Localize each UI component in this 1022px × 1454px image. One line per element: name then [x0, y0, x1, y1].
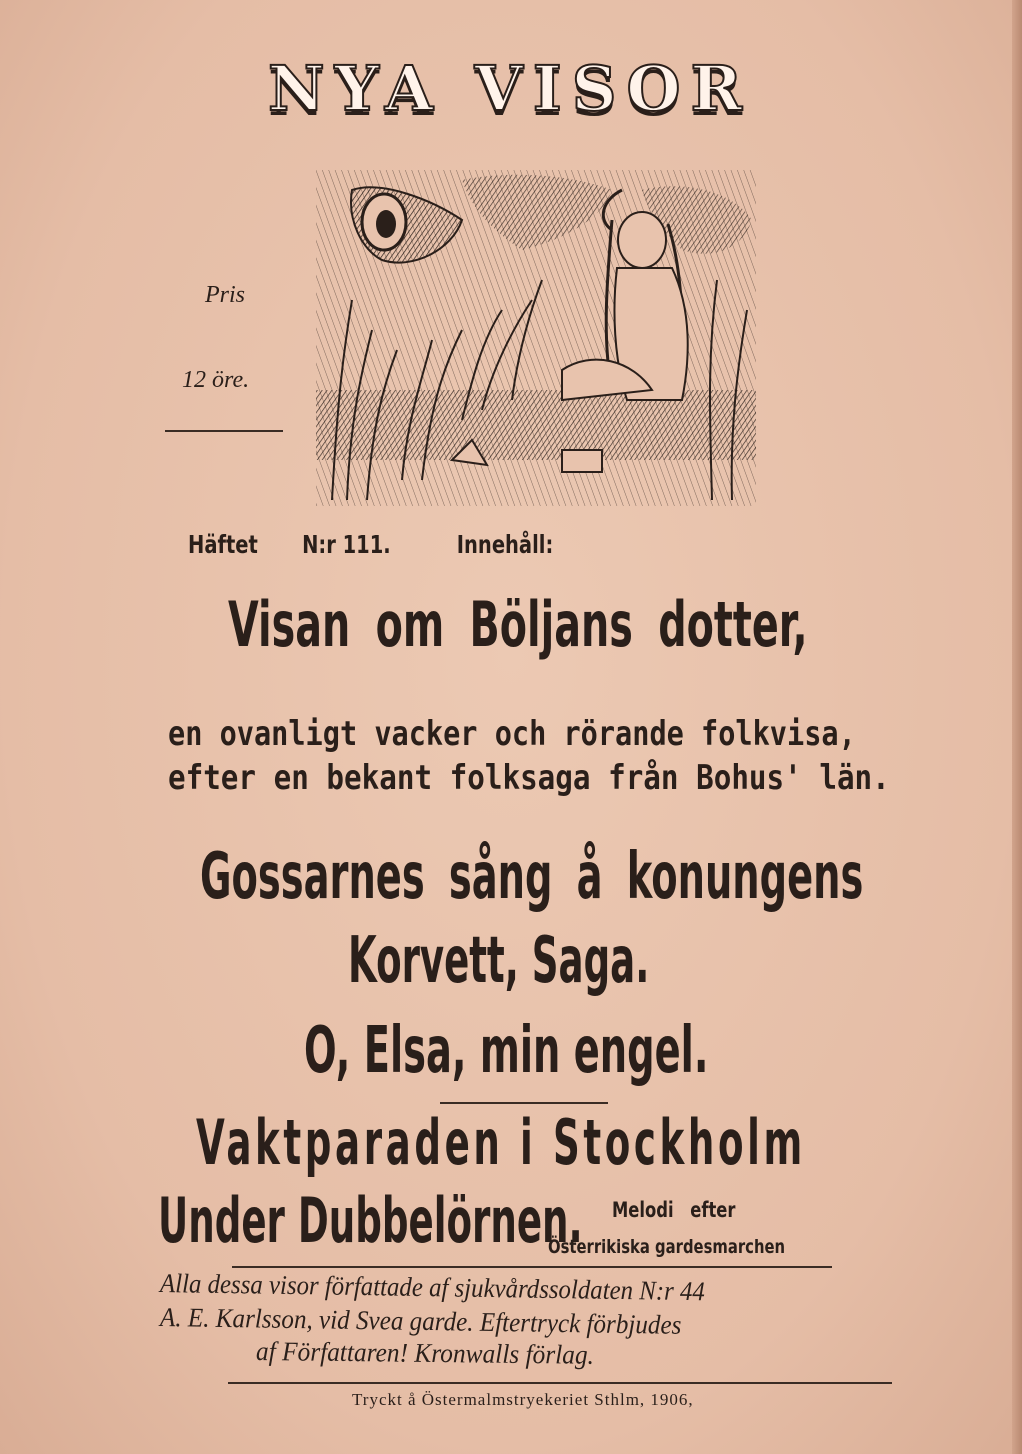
issue-line — [188, 530, 687, 559]
melody-note-line-1: Melodi efter — [612, 1198, 736, 1222]
credit-line-1: Alla dessa visor författade af sjukvårdssoldaten N:r 44 — [159, 1268, 706, 1307]
price-value: 12 öre. — [182, 367, 250, 393]
price-label: Pris — [205, 282, 246, 308]
credits-divider — [232, 1266, 832, 1268]
song-title-4: Vaktparaden i Stockholm — [196, 1106, 806, 1179]
credit-line-3: af Författaren! Kronwalls förlag. — [255, 1336, 595, 1370]
song-description-line-2: efter en bekant folksaga från Bohus' län. — [168, 758, 890, 798]
song-title-2: Gossarnes sång å konungens — [200, 840, 864, 914]
price-divider — [165, 430, 283, 432]
song-title-3: O, Elsa, min engel. — [304, 1014, 709, 1088]
booklet-label: Häftet — [188, 530, 258, 559]
song-title-1: Visan om Böljans dotter, — [228, 588, 808, 661]
song-title-2-continued: Korvett, Saga. — [348, 924, 650, 998]
engraving-illustration — [312, 160, 762, 510]
song-description-line-1: en ovanligt vacker och rörande folkvisa, — [168, 714, 856, 754]
printer-imprint: Tryckt å Östermalmstryekeriet Sthlm, 1906, — [352, 1390, 694, 1409]
issue-number: N:r 111. — [302, 530, 391, 559]
imprint-divider — [228, 1382, 892, 1384]
divider-rule — [440, 1102, 608, 1104]
page-spine — [1012, 0, 1022, 1454]
credit-line-2: A. E. Karlsson, vid Svea garde. Eftertryck förbjudes — [159, 1302, 682, 1340]
melody-note-line-2: Österrikiska gardesmarchen — [548, 1236, 786, 1258]
contents-label: Innehåll: — [456, 530, 554, 559]
song-title-5: Under Dubbelörnen. — [158, 1184, 583, 1257]
cover-title: NYA VISOR — [267, 52, 753, 125]
